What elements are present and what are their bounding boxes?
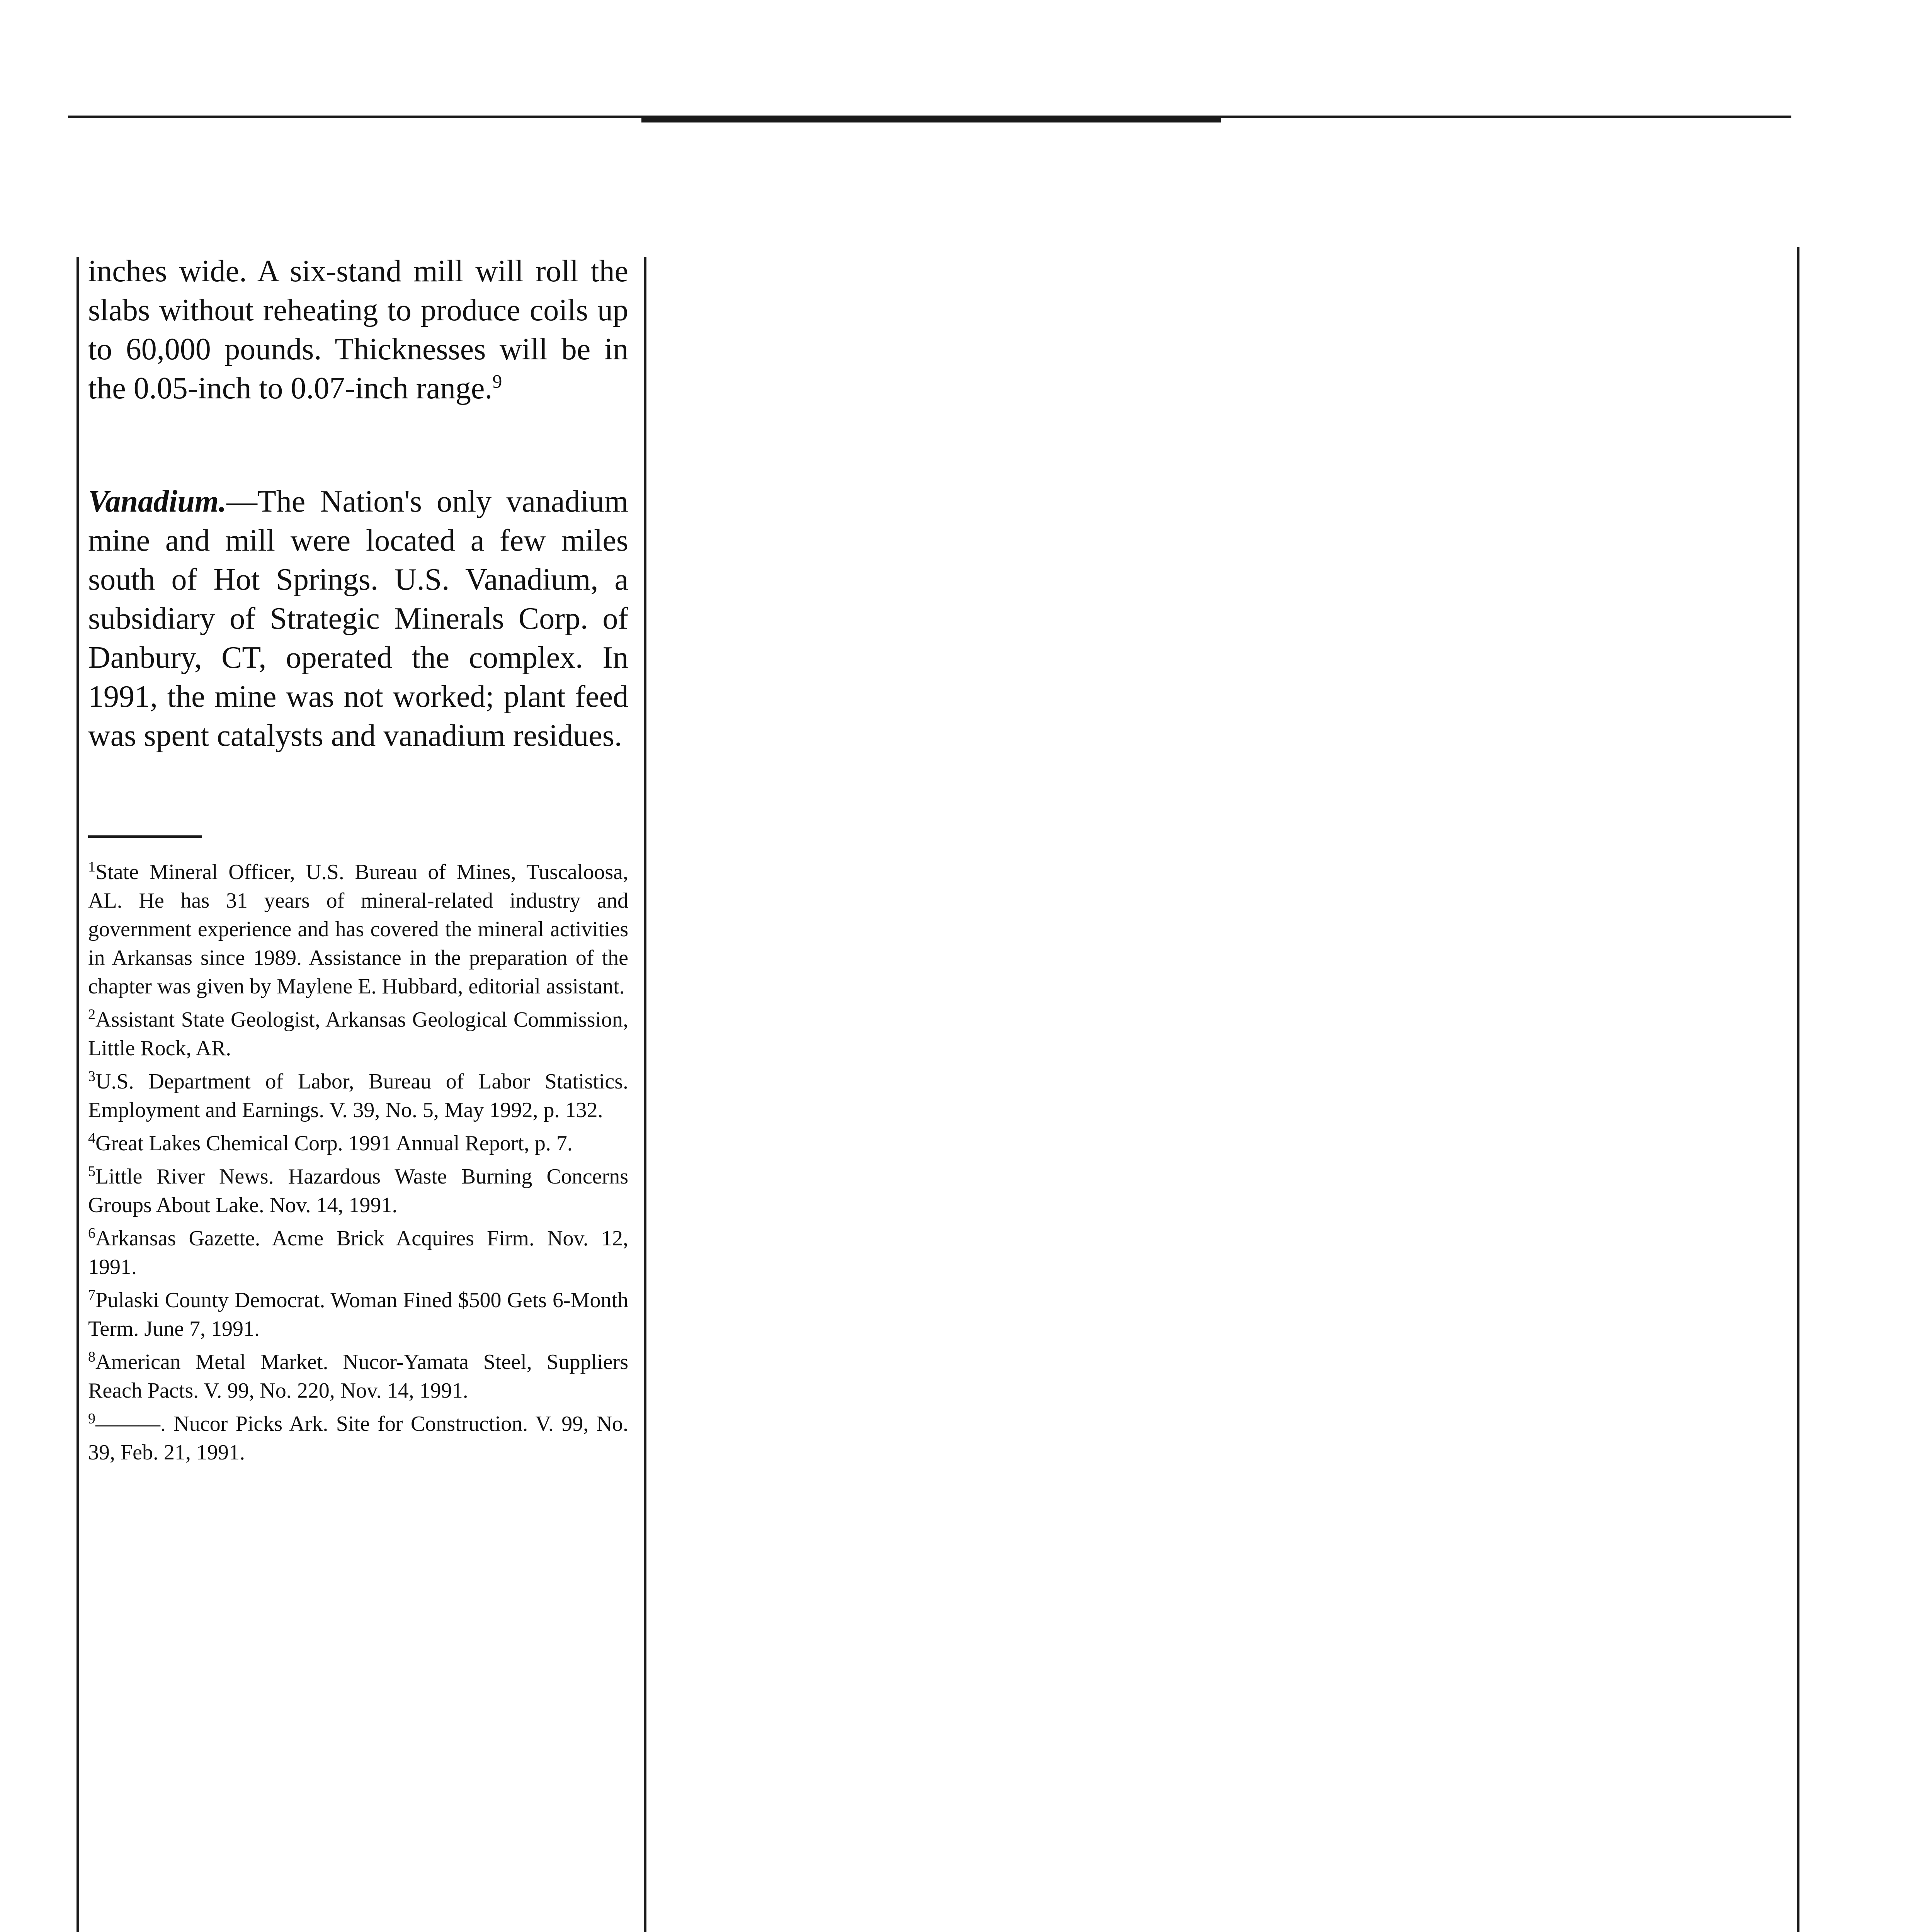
footnote-text: Pulaski County Democrat. Woman Fined $500 Gets 6-Month Term. June 7, 1991.	[88, 1288, 628, 1341]
footnote-number: 9	[88, 1410, 95, 1427]
footnotes	[88, 858, 628, 1471]
left-column-rule	[77, 257, 79, 1932]
footnote-number: 2	[88, 1006, 95, 1023]
footnote-4	[88, 1129, 628, 1158]
footnote-number: 1	[88, 859, 95, 875]
footnote-3	[88, 1067, 628, 1124]
paragraph-1-text: inches wide. A six-stand mill will roll the slabs without reheating to produce coils up to 60,000 pounds. Thicknesses will be in the 0.05-inch to 0.07-inch range.	[88, 254, 628, 405]
footnote-ref-9: 9	[492, 370, 502, 392]
footnote-text: U.S. Department of Labor, Bureau of Labor Statistics. Employment and Earnings. V. 39, No. 5, May 1992, p. 132.	[88, 1070, 628, 1122]
footnote-text: Little River News. Hazardous Waste Burning Concerns Groups About Lake. Nov. 14, 1991.	[88, 1165, 628, 1217]
footnote-text: Arkansas Gazette. Acme Brick Acquires Firm. Nov. 12, 1991.	[88, 1226, 628, 1279]
paragraph-continued	[88, 252, 628, 408]
footnote-text: Great Lakes Chemical Corp. 1991 Annual Report, p. 7.	[95, 1131, 573, 1155]
footnote-number: 4	[88, 1130, 95, 1146]
middle-column-rule	[644, 257, 646, 1932]
footnote-text: ———. Nucor Picks Ark. Site for Construction. V. 99, No. 39, Feb. 21, 1991.	[88, 1412, 628, 1464]
paragraph-2-text: —The Nation's only vanadium mine and mill were located a few miles south of Hot Springs. U.S. Vanadium, a subsidiary of Strategic Minerals Corp. of Danbury, CT, operated the complex. In 1991, the mine was not worked; plant feed was spent catalysts and vanadium residues.	[88, 485, 628, 753]
footnote-7	[88, 1286, 628, 1343]
footnote-separator	[88, 835, 202, 838]
footnote-text: American Metal Market. Nucor-Yamata Steel, Suppliers Reach Pacts. V. 99, No. 220, Nov. 14, 1991.	[88, 1350, 628, 1403]
footnote-text: Assistant State Geologist, Arkansas Geological Commission, Little Rock, AR.	[88, 1008, 628, 1060]
footnote-5	[88, 1162, 628, 1219]
right-column-rule	[1797, 247, 1799, 1932]
footnote-number: 5	[88, 1163, 95, 1180]
footnote-8	[88, 1348, 628, 1405]
footnote-2	[88, 1005, 628, 1063]
top-rule-thick-segment	[641, 118, 1221, 122]
footnote-text: State Mineral Officer, U.S. Bureau of Mines, Tuscaloosa, AL. He has 31 years of mineral-related industry and government experience and has covered the mineral activities in Arkansas since 1989. Assistance in the preparation of the chapter was given by Maylene E. Hubbard, editorial assistant.	[88, 860, 628, 998]
footnote-1	[88, 858, 628, 1001]
footnote-number: 3	[88, 1068, 95, 1085]
footnote-6	[88, 1224, 628, 1281]
footnote-number: 6	[88, 1225, 95, 1242]
footnote-number: 8	[88, 1349, 95, 1365]
footnote-9	[88, 1410, 628, 1467]
vanadium-runin-heading: Vanadium.	[88, 485, 226, 519]
paragraph-vanadium	[88, 482, 628, 755]
footnote-number: 7	[88, 1287, 95, 1303]
